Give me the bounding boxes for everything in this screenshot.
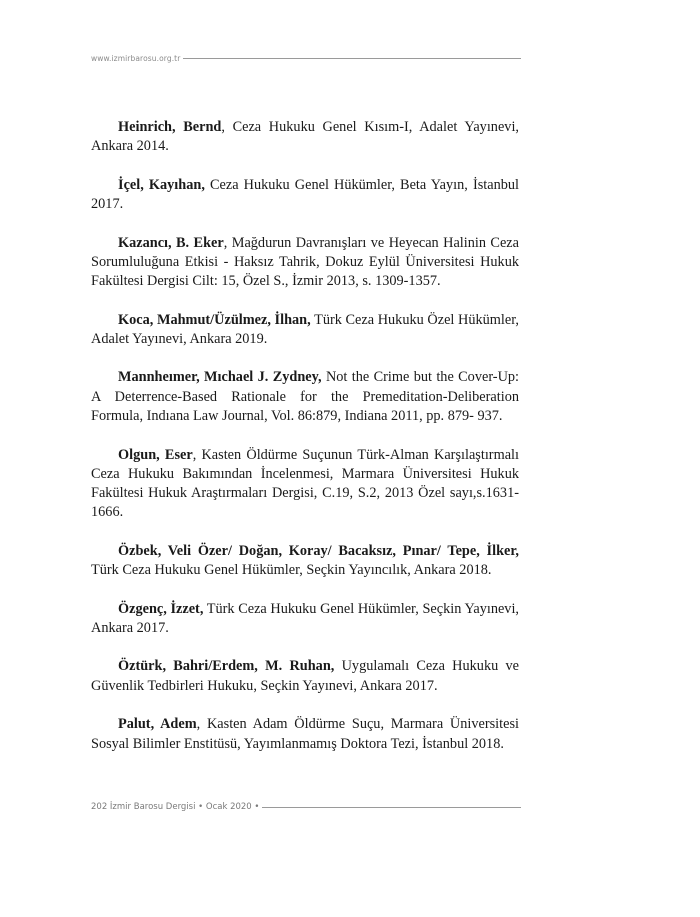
header-url: www.izmirbarosu.org.tr [91,54,181,63]
bibliography-entry [91,118,519,157]
entry-text: Türk Ceza Hukuku Genel Hükümler, Seçkin Yayınevi, Ankara 2017. [91,600,520,636]
bibliography-list [91,118,519,773]
entry-author: Mannheımer, Mıchael J. Zydney, [118,369,322,386]
bibliography-entry [91,657,519,696]
header-rule [183,58,521,59]
entry-author: Koca, Mahmut/Üzülmez, İlhan, [118,311,311,328]
bibliography-entry [91,368,519,426]
entry-author: Palut, Adem [118,716,197,733]
entry-text: Türk Ceza Hukuku Özel Hükümler, Adalet Yayınevi, Ankara 2019. [91,311,519,347]
bibliography-entry [91,715,519,754]
entry-text: Ceza Hukuku Genel Hükümler, Beta Yayın, İstanbul 2017. [91,176,520,213]
entry-author: Olgun, Eser [118,446,193,463]
entry-author: Özbek, Veli Özer/ Doğan, Koray/ Bacaksız, Pınar/ Tepe, İlker, [118,542,519,559]
bibliography-entry [91,542,519,581]
page-header [91,54,521,63]
entry-author: Kazancı, B. Eker [118,234,224,251]
bibliography-entry [91,446,519,523]
bibliography-entry [91,600,519,639]
entry-text: , Kasten Öldürme Suçunun Türk-Alman Karşılaştırmalı Ceza Hukuku Bakımından İncelenmesi, Marmara Üniversitesi Hukuk Fakültesi Hukuk Araştırmaları Dergisi, C.19, S.2, 2013 Özel sayı,s.1631-1666. [91,446,519,521]
entry-text: , Mağdurun Davranışları ve Heyecan Halinin Ceza Sorumluluğuna Etkisi - Haksız Tahrik, Dokuz Eylül Üniversitesi Hukuk Fakültesi Dergisi Cilt: 15, Özel S., İzmir 2013, s. 1309-1357. [91,234,519,290]
entry-text: Uygulamalı Ceza Hukuku ve Güvenlik Tedbirleri Hukuku, Seçkin Yayınevi, Ankara 2017. [91,658,519,694]
entry-author: Heinrich, Bernd [118,119,222,135]
footer-text: 202 İzmir Barosu Dergisi • Ocak 2020 • [91,802,260,812]
page-footer [91,802,521,812]
entry-author: Öztürk, Bahri/Erdem, M. Ruhan, [118,658,335,675]
bibliography-entry [91,176,519,215]
bibliography-entry [91,234,519,292]
entry-author: Özgenç, İzzet, [118,600,204,617]
entry-author: İçel, Kayıhan, [118,176,205,193]
entry-text: Not the Crime but the Cover-Up: A Deterrence-Based Rationale for the Premeditation-Deliberation Formula, Indıana Law Journal, Vol. 86:879, Indiana 2011, pp. 879- 937. [91,369,520,425]
entry-text: , Ceza Hukuku Genel Kısım-I, Adalet Yayınevi, Ankara 2014. [91,119,519,155]
entry-text: Türk Ceza Hukuku Genel Hükümler, Seçkin Yayıncılık, Ankara 2018. [91,562,492,579]
footer-rule [262,807,521,808]
entry-text: , Kasten Adam Öldürme Suçu, Marmara Üniversitesi Sosyal Bilimler Enstitüsü, Yayımlanmamış Doktora Tezi, İstanbul 2018. [91,716,519,752]
bibliography-entry [91,311,519,350]
